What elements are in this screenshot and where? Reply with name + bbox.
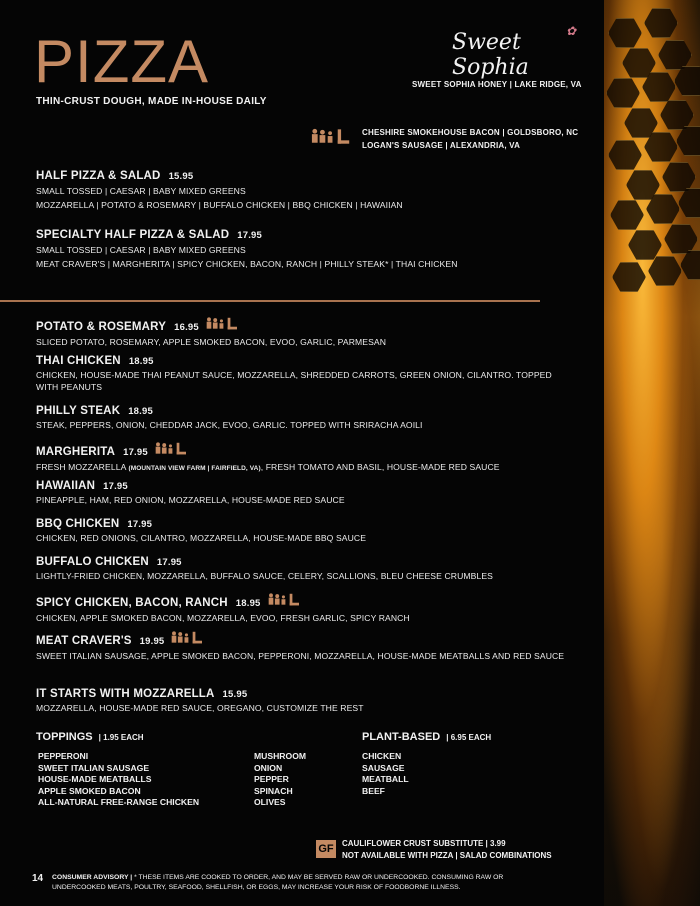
- menu-item-name: BUFFALO CHICKEN: [36, 556, 149, 568]
- brand-logo-text: Sweet Sophia: [452, 30, 529, 80]
- menu-item-title: [36, 688, 566, 700]
- menu-item-price: 16.95: [174, 322, 199, 333]
- sourcing-line: CHESHIRE SMOKEHOUSE BACON | GOLDSBORO, NC: [362, 128, 579, 137]
- local-family-icon: [168, 631, 208, 648]
- toppings-section: [36, 731, 144, 743]
- local-family-icon: [203, 317, 243, 334]
- page-subtitle: THIN-CRUST DOUGH, MADE IN-HOUSE DAILY: [36, 96, 267, 107]
- honeycomb-cell: [680, 250, 700, 280]
- toppings-price: | 1.95 EACH: [98, 733, 144, 742]
- menu-item: [36, 480, 566, 506]
- menu-item-description: CHICKEN, APPLE SMOKED BACON, MOZZARELLA, EVOO, FRESH GARLIC, SPICY RANCH: [36, 613, 410, 623]
- combo-title: HALF PIZZA & SALAD 15.95: [36, 170, 194, 182]
- flower-icon: ✿: [565, 24, 576, 38]
- advisory-text: * THESE ITEMS ARE COOKED TO ORDER, AND MAY BE SERVED RAW OR UNDERCOOKED. CONSUMING RAW OR UNDERCOOKED MEATS, POULTRY, SEAFOOD, SHELLFISH, OR EGGS, MAY INCREASE YOUR RISK OF FOODBORNE ILLNESS.: [52, 874, 504, 891]
- honeycomb-cell: [608, 140, 642, 170]
- menu-item-title: [36, 556, 566, 568]
- menu-item: [36, 631, 566, 662]
- menu-item: [36, 518, 566, 544]
- menu-item: [36, 442, 566, 475]
- honeycomb-cell: [644, 8, 678, 38]
- menu-item-title: [36, 405, 566, 417]
- page-number: 14: [32, 873, 44, 884]
- plant-based-list: [362, 751, 409, 797]
- gf-line: CAULIFLOWER CRUST SUBSTITUTE | 3.99: [342, 839, 506, 848]
- honeycomb-cell: [662, 162, 696, 192]
- honeycomb-cell: [664, 224, 698, 254]
- section-divider: [0, 300, 540, 302]
- list-item: PEPPER: [254, 774, 289, 784]
- gf-badge-icon: GF: [316, 840, 336, 858]
- gluten-free-note: [342, 838, 552, 862]
- honeycomb-photo: [604, 0, 700, 906]
- list-item: SPINACH: [254, 785, 293, 796]
- local-family-icon: [310, 128, 354, 146]
- combo-salads: SMALL TOSSED | CAESAR | BABY MIXED GREENS: [36, 186, 246, 196]
- honeycomb-cell: [606, 78, 640, 108]
- gf-line: NOT AVAILABLE WITH PIZZA | SALAD COMBINATIONS: [342, 851, 552, 860]
- list-item: SWEET ITALIAN SAUSAGE: [38, 762, 150, 773]
- menu-item: [36, 688, 566, 714]
- plant-based-price: | 6.95 EACH: [446, 733, 492, 742]
- combo-pizzas: MEAT CRAVER'S | MARGHERITA | SPICY CHICKEN, BACON, RANCH | PHILLY STEAK* | THAI CHICKEN: [36, 259, 458, 269]
- list-item: MUSHROOM: [254, 751, 307, 761]
- menu-item-price: 17.95: [127, 519, 153, 530]
- list-item: APPLE SMOKED BACON: [38, 785, 141, 796]
- menu-item-name: IT STARTS WITH MOZZARELLA: [36, 688, 215, 700]
- plant-based-section: [362, 731, 491, 743]
- list-item: MEATBALL: [362, 774, 409, 784]
- menu-item-price: 18.95: [128, 406, 153, 417]
- menu-item-name: POTATO & ROSEMARY: [36, 321, 167, 333]
- list-item: OLIVES: [254, 797, 286, 807]
- menu-item-description: MOZZARELLA, HOUSE-MADE RED SAUCE, OREGANO, CUSTOMIZE THE REST: [36, 703, 364, 713]
- menu-item-name: SPICY CHICKEN, BACON, RANCH: [36, 597, 228, 609]
- menu-item-price: 17.95: [103, 481, 128, 492]
- plant-based-title: PLANT-BASED | 6.95 EACH: [362, 731, 492, 743]
- honeycomb-cell: [612, 262, 646, 292]
- toppings-col1: [38, 751, 199, 809]
- honeycomb-cell: [648, 256, 682, 286]
- sweet-sophia-logo: [452, 24, 592, 80]
- list-item: SAUSAGE: [362, 762, 405, 773]
- combo-half-pizza-salad: [36, 170, 403, 211]
- combo-pizzas: MOZZARELLA | POTATO & ROSEMARY | BUFFALO CHICKEN | BBQ CHICKEN | HAWAIIAN: [36, 200, 403, 210]
- local-family-icon: [265, 593, 305, 610]
- honeycomb-cell: [676, 126, 700, 156]
- local-sourcing-note: [362, 126, 578, 152]
- menu-item-description: SWEET ITALIAN SAUSAGE, APPLE SMOKED BACON, PEPPERONI, MOZZARELLA, HOUSE-MADE MEATBALLS AND RED SAUCE: [36, 651, 565, 661]
- menu-item-description: SLICED POTATO, ROSEMARY, APPLE SMOKED BACON, EVOO, GARLIC, PARMESAN: [36, 337, 387, 347]
- local-family-icon: [152, 442, 192, 459]
- menu-item-name: PHILLY STEAK: [36, 405, 121, 417]
- honeycomb-cell: [610, 200, 644, 230]
- honeycomb-cell: [660, 100, 694, 130]
- page-title: PIZZA: [34, 28, 210, 95]
- menu-item-description: PINEAPPLE, HAM, RED ONION, MOZZARELLA, HOUSE-MADE RED SAUCE: [36, 495, 345, 505]
- menu-item-title: [36, 593, 566, 610]
- menu-item-description: FRESH MOZZARELLA (MOUNTAIN VIEW FARM | FAIRFIELD, VA), FRESH TOMATO AND BASIL, HOUSE-MADE RED SAUCE: [36, 462, 500, 472]
- menu-item: [36, 593, 566, 624]
- advisory-label: CONSUMER ADVISORY |: [52, 874, 133, 881]
- menu-item-title: [36, 480, 566, 492]
- combo-price: 15.95: [168, 171, 194, 182]
- menu-item: [36, 405, 566, 431]
- menu-item-name: HAWAIIAN: [36, 480, 96, 492]
- menu-item-name: MEAT CRAVER'S: [36, 635, 132, 647]
- combo-salads: SMALL TOSSED | CAESAR | BABY MIXED GREENS: [36, 245, 246, 255]
- menu-item-title: [36, 355, 566, 367]
- menu-item: [36, 317, 566, 348]
- source-note: (MOUNTAIN VIEW FARM | FAIRFIELD, VA): [128, 465, 261, 472]
- menu-item-description: LIGHTLY-FRIED CHICKEN, MOZZARELLA, BUFFALO SAUCE, CELERY, SCALLIONS, BLEU CHEESE CRUMBLES: [36, 571, 494, 581]
- sourcing-line: LOGAN'S SAUSAGE | ALEXANDRIA, VA: [362, 141, 521, 150]
- menu-item: [36, 355, 566, 393]
- menu-item-title: [36, 442, 566, 459]
- brand-source-line: SWEET SOPHIA HONEY | LAKE RIDGE, VA: [412, 80, 582, 89]
- menu-item-price: 18.95: [128, 356, 154, 367]
- honeycomb-cell: [678, 188, 700, 218]
- toppings-title: TOPPINGS | 1.95 EACH: [36, 731, 144, 743]
- menu-item-price: 17.95: [123, 447, 148, 458]
- menu-item-name: BBQ CHICKEN: [36, 518, 120, 530]
- consumer-advisory: [52, 873, 552, 892]
- combo-price: 17.95: [237, 230, 263, 241]
- menu-item: [36, 556, 566, 582]
- list-item: CHICKEN: [362, 751, 402, 761]
- list-item: ONION: [254, 762, 283, 773]
- honeycomb-cell: [674, 66, 700, 96]
- list-item: BEEF: [362, 785, 385, 796]
- menu-item-description: CHICKEN, HOUSE-MADE THAI PEANUT SAUCE, MOZZARELLA, SHREDDED CARROTS, GREEN ONION, CILANTRO. TOPPED WITH PEANUTS: [36, 370, 552, 392]
- menu-item-name: THAI CHICKEN: [36, 355, 121, 367]
- list-item: PEPPERONI: [38, 751, 89, 761]
- menu-item-title: [36, 317, 566, 334]
- menu-item-name: MARGHERITA: [36, 446, 116, 458]
- list-item: HOUSE-MADE MEATBALLS: [38, 774, 152, 784]
- combo-specialty-half-pizza-salad: [36, 229, 458, 270]
- menu-item-title: [36, 631, 566, 648]
- menu-item-description: CHICKEN, RED ONIONS, CILANTRO, MOZZARELLA, HOUSE-MADE BBQ SAUCE: [36, 533, 367, 543]
- honeycomb-cell: [658, 40, 692, 70]
- menu-item-description: STEAK, PEPPERS, ONION, CHEDDAR JACK, EVOO, GARLIC. TOPPED WITH SRIRACHA AOILI: [36, 420, 423, 430]
- menu-item-price: 15.95: [222, 689, 248, 700]
- honeycomb-cell: [628, 230, 662, 260]
- list-item: ALL-NATURAL FREE-RANGE CHICKEN: [38, 797, 200, 807]
- toppings-col2: [254, 751, 306, 809]
- menu-item-price: 19.95: [139, 636, 165, 647]
- menu-item-price: 17.95: [156, 557, 182, 568]
- menu-item-price: 18.95: [235, 598, 261, 609]
- menu-item-title: [36, 518, 566, 530]
- honeycomb-cell: [608, 18, 642, 48]
- combo-title: SPECIALTY HALF PIZZA & SALAD 17.95: [36, 229, 263, 241]
